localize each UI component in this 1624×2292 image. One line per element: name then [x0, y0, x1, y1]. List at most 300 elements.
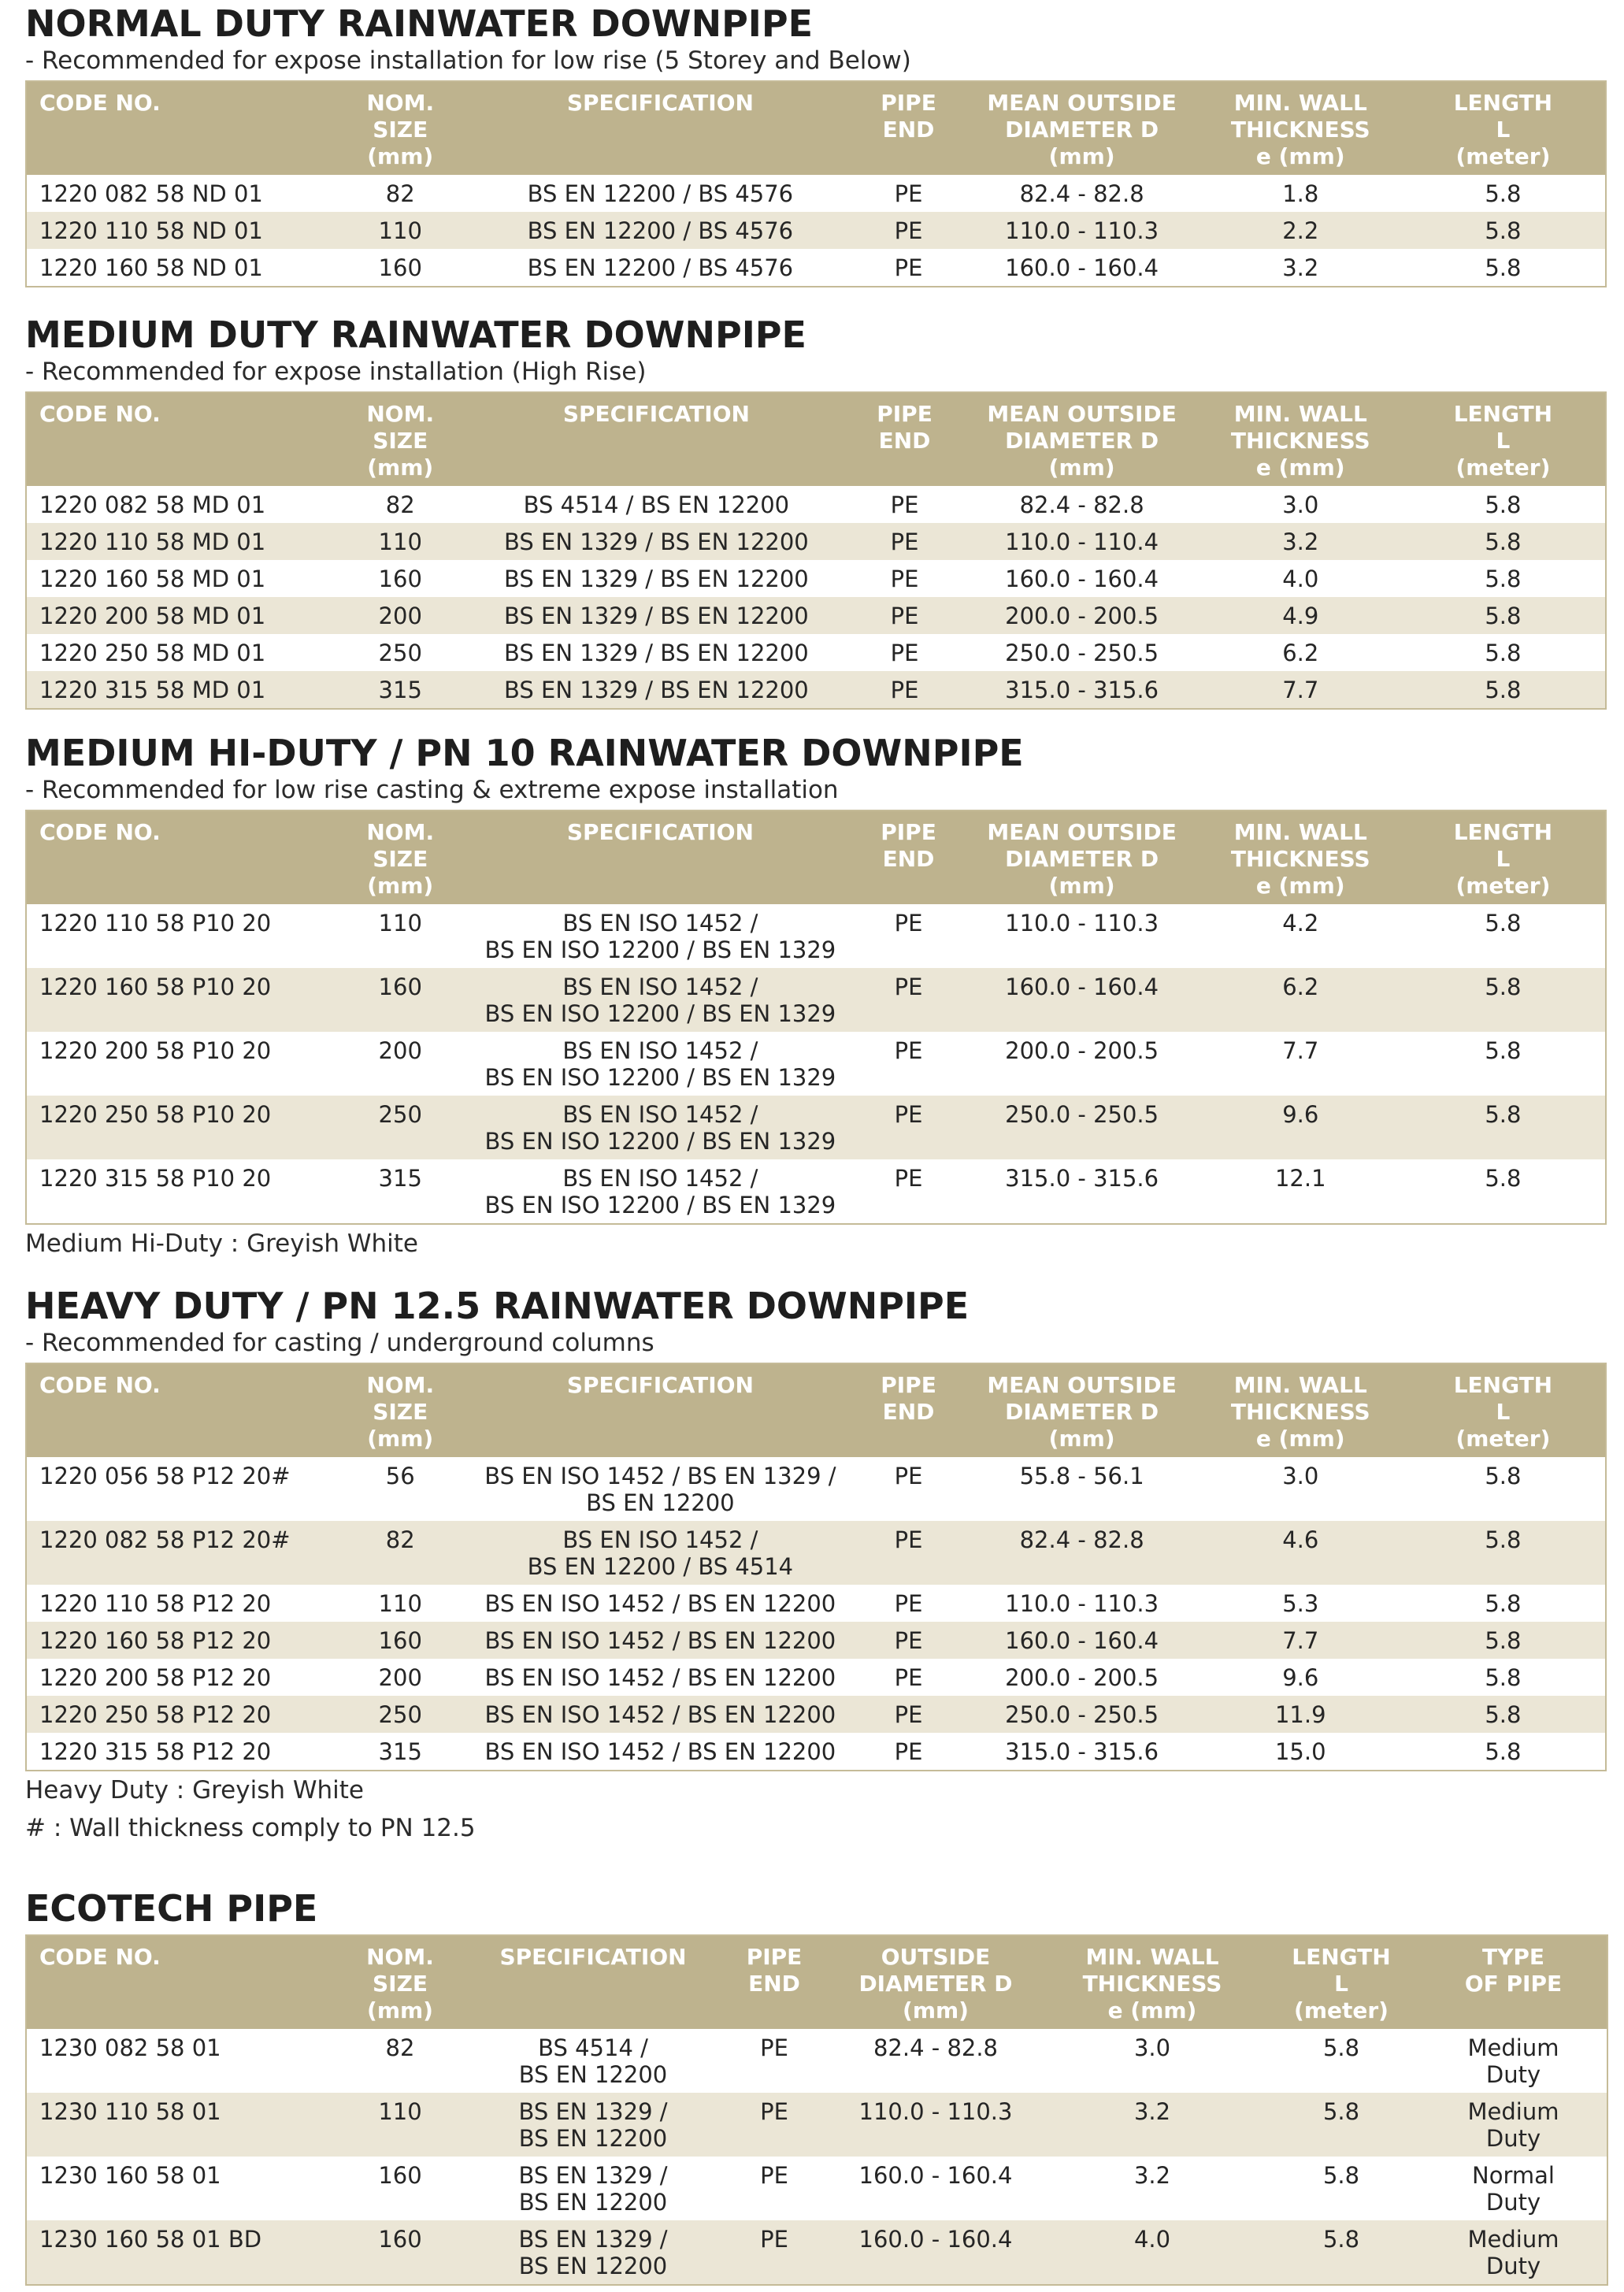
column-header-line: (mm) — [367, 1997, 433, 2023]
table-cell — [1200, 1032, 1401, 1096]
cell-line: Duty — [1485, 2061, 1541, 2088]
table-cell — [1401, 486, 1606, 523]
table-cell — [467, 597, 845, 634]
cell-line: PE — [894, 1701, 923, 1728]
table-row — [26, 1457, 1606, 1521]
table-row — [26, 1032, 1606, 1096]
cell-line: Duty — [1485, 2189, 1541, 2216]
section-2 — [25, 313, 1607, 710]
column-header-line: NOM. — [366, 401, 435, 427]
cell-line: 110 — [378, 910, 422, 936]
table-cell — [1401, 597, 1606, 634]
cell-line: PE — [894, 1664, 923, 1691]
cell-line: PE — [760, 2098, 788, 2125]
table-row — [26, 1521, 1606, 1585]
column-header-line: DIAMETER D — [1005, 428, 1159, 454]
cell-line: 5.8 — [1322, 2098, 1360, 2125]
column-header-line: (meter) — [1455, 873, 1551, 899]
column-header — [1401, 392, 1606, 486]
column-header-line: CODE NO. — [39, 90, 161, 116]
section-1 — [25, 2, 1607, 287]
table-cell — [467, 212, 853, 249]
table-row — [26, 597, 1606, 634]
cell-line: 1220 160 58 P12 20 — [39, 1627, 272, 1654]
table-cell — [854, 1622, 964, 1659]
column-header-line: MEAN OUTSIDE — [987, 819, 1177, 845]
cell-line: 160 — [378, 974, 422, 1000]
cell-line: 82.4 - 82.8 — [1019, 491, 1144, 518]
cell-line: PE — [890, 566, 919, 592]
table-cell — [26, 2157, 333, 2220]
cell-line: 110 — [378, 528, 422, 555]
cell-line: Normal — [1472, 2162, 1555, 2189]
table-row — [26, 2029, 1607, 2093]
cell-line: PE — [890, 491, 919, 518]
table-cell — [854, 212, 964, 249]
table-cell — [333, 1659, 467, 1696]
table-cell — [964, 904, 1200, 968]
section-subtitle: - Recommended for low rise casting & extreme expose installation — [25, 776, 839, 804]
column-header — [1200, 81, 1401, 175]
column-header — [1401, 1363, 1606, 1457]
table-cell — [467, 175, 853, 212]
cell-line: 9.6 — [1282, 1664, 1319, 1691]
table-row — [26, 2093, 1607, 2157]
cell-line: 250.0 - 250.5 — [1005, 1701, 1159, 1728]
table-cell — [333, 904, 467, 968]
cell-line: PE — [760, 2034, 788, 2061]
column-header-line: END — [878, 428, 931, 454]
table-cell — [1420, 2029, 1607, 2093]
section-title: NORMAL DUTY RAINWATER DOWNPIPE — [25, 2, 814, 45]
cell-line: PE — [890, 603, 919, 629]
cell-line: BS EN ISO 12200 / BS EN 1329 — [484, 936, 836, 963]
section-title: MEDIUM HI-DUTY / PN 10 RAINWATER DOWNPIPE — [25, 732, 1024, 774]
cell-line: 4.6 — [1282, 1526, 1319, 1553]
spec-table — [25, 391, 1607, 710]
cell-line: 160.0 - 160.4 — [1005, 974, 1159, 1000]
table-cell — [1401, 671, 1606, 709]
table-cell — [1401, 968, 1606, 1032]
column-header-line: (meter) — [1455, 1426, 1551, 1452]
table-cell — [1200, 634, 1401, 671]
table-cell — [964, 1622, 1200, 1659]
table-cell — [1401, 1159, 1606, 1224]
table-cell — [333, 1585, 467, 1622]
cell-line: BS EN 12200 / BS 4576 — [527, 217, 794, 244]
column-header-line: CODE NO. — [39, 1372, 161, 1398]
table-cell — [467, 904, 853, 968]
table-cell — [333, 2093, 467, 2157]
cell-line: 6.2 — [1282, 974, 1319, 1000]
table-cell — [964, 1159, 1200, 1224]
cell-line: 82 — [385, 491, 415, 518]
table-cell — [26, 249, 333, 287]
table-cell — [26, 1521, 333, 1585]
cell-line: BS EN 1329 / BS EN 12200 — [504, 566, 809, 592]
column-header-line: SPECIFICATION — [566, 819, 754, 845]
section-5 — [25, 1882, 1607, 2286]
table-cell — [1200, 671, 1401, 709]
section-subtitle: - Recommended for expose installation (High Rise) — [25, 358, 647, 386]
column-header-line: DIAMETER D — [1005, 117, 1159, 143]
table-cell — [1200, 904, 1401, 968]
column-header-line: (mm) — [367, 1426, 434, 1452]
table-cell — [26, 1032, 333, 1096]
column-header-line: e (mm) — [1255, 1426, 1345, 1452]
table-row — [26, 1159, 1606, 1224]
table-cell — [1401, 1659, 1606, 1696]
table-cell — [854, 904, 964, 968]
cell-line: BS EN 12200 / BS 4576 — [527, 180, 794, 207]
cell-line: 160.0 - 160.4 — [1005, 254, 1159, 281]
table-cell — [26, 212, 333, 249]
section-title: HEAVY DUTY / PN 12.5 RAINWATER DOWNPIPE — [25, 1285, 970, 1327]
cell-line: 5.8 — [1485, 1526, 1522, 1553]
column-header-line: (mm) — [903, 1997, 969, 2023]
cell-line: 315.0 - 315.6 — [1005, 1165, 1159, 1192]
column-header-line: (mm) — [367, 873, 434, 899]
column-header — [964, 810, 1200, 904]
table-cell — [1200, 1585, 1401, 1622]
table-cell — [333, 212, 467, 249]
cell-line: BS EN 1329 / — [518, 2162, 668, 2189]
table-cell — [1200, 1159, 1401, 1224]
column-header — [829, 1935, 1042, 2029]
table-cell — [26, 1457, 333, 1521]
table-cell — [26, 1659, 333, 1696]
table-note: Heavy Duty : Greyish White — [25, 1776, 365, 1804]
column-header-line: (mm) — [1048, 873, 1115, 899]
cell-line: 200.0 - 200.5 — [1005, 603, 1159, 629]
cell-line: 1230 082 58 01 — [39, 2034, 221, 2061]
table-cell — [854, 1696, 964, 1733]
cell-line: BS EN 1329 / — [518, 2226, 668, 2253]
table-cell — [333, 175, 467, 212]
cell-line: 200.0 - 200.5 — [1005, 1037, 1159, 1064]
table-cell — [26, 1696, 333, 1733]
table-cell — [467, 523, 845, 560]
table-cell — [333, 2220, 467, 2285]
table-cell — [1401, 634, 1606, 671]
cell-line: 110.0 - 110.3 — [1005, 217, 1159, 244]
cell-line: 110.0 - 110.3 — [1005, 910, 1159, 936]
table-cell — [846, 560, 964, 597]
table-header-row — [26, 392, 1606, 486]
table-cell — [26, 1585, 333, 1622]
table-cell — [467, 968, 853, 1032]
cell-line: 7.7 — [1282, 677, 1319, 703]
table-cell — [333, 1159, 467, 1224]
table-cell — [333, 1032, 467, 1096]
column-header-line: e (mm) — [1255, 454, 1345, 480]
cell-line: BS EN 1329 / — [518, 2098, 668, 2125]
column-header — [333, 392, 467, 486]
cell-line: 160.0 - 160.4 — [1005, 1627, 1159, 1654]
table-cell — [964, 1521, 1200, 1585]
table-row — [26, 634, 1606, 671]
cell-line: PE — [894, 217, 923, 244]
table-cell — [1401, 523, 1606, 560]
cell-line: 5.8 — [1485, 254, 1522, 281]
cell-line: 3.0 — [1133, 2034, 1171, 2061]
table-row — [26, 175, 1606, 212]
cell-line: 160.0 - 160.4 — [858, 2226, 1013, 2253]
cell-line: 3.2 — [1282, 528, 1319, 555]
cell-line: 3.2 — [1282, 254, 1319, 281]
table-cell — [964, 560, 1200, 597]
cell-line: 1220 200 58 P10 20 — [39, 1037, 272, 1064]
column-header-line: SPECIFICATION — [566, 1372, 754, 1398]
table-row — [26, 249, 1606, 287]
cell-line: PE — [894, 1627, 923, 1654]
column-header-line: (mm) — [367, 454, 434, 480]
column-header-line: L — [1496, 428, 1511, 454]
column-header — [1262, 1935, 1420, 2029]
table-note: # : Wall thickness comply to PN 12.5 — [25, 1814, 476, 1842]
cell-line: 1220 160 58 ND 01 — [39, 254, 263, 281]
table-cell — [1200, 486, 1401, 523]
table-cell — [1401, 1733, 1606, 1771]
section-title: ECOTECH PIPE — [25, 1887, 318, 1930]
cell-line: BS EN ISO 12200 / BS EN 1329 — [484, 1192, 836, 1218]
table-row — [26, 212, 1606, 249]
table-cell — [467, 560, 845, 597]
column-header-line: DIAMETER D — [1005, 1399, 1159, 1425]
column-header-line: L — [1496, 117, 1511, 143]
cell-line: BS EN 1329 / BS EN 12200 — [504, 603, 809, 629]
spec-table — [25, 1363, 1607, 1771]
cell-line: BS EN ISO 1452 / BS EN 12200 — [484, 1590, 836, 1617]
column-header-line: THICKNESS — [1230, 1399, 1370, 1425]
cell-line: 200 — [378, 603, 422, 629]
table-cell — [467, 2157, 719, 2220]
table-cell — [1042, 2157, 1262, 2220]
cell-line: 315 — [378, 1738, 422, 1765]
cell-line: BS EN ISO 12200 / BS EN 1329 — [484, 1000, 836, 1027]
table-cell — [467, 2220, 719, 2285]
cell-line: BS EN 12200 — [518, 2189, 668, 2216]
table-cell — [26, 1733, 333, 1771]
table-cell — [1200, 1733, 1401, 1771]
table-cell — [854, 1096, 964, 1159]
table-cell — [854, 1159, 964, 1224]
table-cell — [829, 2220, 1042, 2285]
table-cell — [1401, 1696, 1606, 1733]
cell-line: 12.1 — [1274, 1165, 1326, 1192]
section-4 — [25, 1284, 1607, 1847]
cell-line: 5.8 — [1485, 677, 1522, 703]
table-row — [26, 1585, 1606, 1622]
cell-line: 250 — [378, 1701, 422, 1728]
cell-line: PE — [894, 1101, 923, 1128]
cell-line: 160 — [378, 2162, 422, 2189]
cell-line: 5.8 — [1485, 1101, 1522, 1128]
table-header-row — [26, 1363, 1606, 1457]
cell-line: 160 — [378, 254, 422, 281]
table-cell — [26, 2220, 333, 2285]
column-header-line: (meter) — [1455, 454, 1551, 480]
column-header — [467, 1363, 853, 1457]
cell-line: 200.0 - 200.5 — [1005, 1664, 1159, 1691]
column-header-line: SIZE — [373, 117, 428, 143]
column-header-line: MEAN OUTSIDE — [987, 401, 1177, 427]
cell-line: BS EN ISO 1452 / — [562, 1526, 758, 1553]
table-cell — [26, 597, 333, 634]
column-header-line: DIAMETER D — [1005, 846, 1159, 872]
column-header-line: THICKNESS — [1230, 117, 1370, 143]
cell-line: 5.8 — [1485, 1590, 1522, 1617]
cell-line: 5.8 — [1485, 1165, 1522, 1192]
cell-line: 5.3 — [1282, 1590, 1319, 1617]
column-header-line: (mm) — [1048, 143, 1115, 169]
cell-line: 160 — [378, 2226, 422, 2253]
table-cell — [719, 2157, 829, 2220]
column-header — [333, 1363, 467, 1457]
table-cell — [1042, 2220, 1262, 2285]
column-header-line: LENGTH — [1453, 90, 1553, 116]
cell-line: 4.0 — [1282, 566, 1319, 592]
cell-line: 1220 110 58 ND 01 — [39, 217, 263, 244]
table-cell — [467, 671, 845, 709]
column-header — [1200, 392, 1401, 486]
column-header-line: L — [1496, 846, 1511, 872]
table-cell — [467, 249, 853, 287]
section-subtitle: - Recommended for expose installation for low rise (5 Storey and Below) — [25, 46, 911, 75]
cell-line: BS EN 12200 — [518, 2253, 668, 2279]
column-header-line: L — [1334, 1971, 1348, 1997]
cell-line: 5.8 — [1485, 1701, 1522, 1728]
column-header-line: OF PIPE — [1464, 1971, 1563, 1997]
cell-line: BS EN ISO 1452 / — [562, 1165, 758, 1192]
cell-line: BS EN 12200 — [518, 2061, 668, 2088]
column-header — [846, 392, 964, 486]
section-3 — [25, 731, 1607, 1263]
cell-line: 1220 315 58 P12 20 — [39, 1738, 272, 1765]
cell-line: 82.4 - 82.8 — [1019, 180, 1144, 207]
cell-line: 5.8 — [1485, 603, 1522, 629]
column-header-line: e (mm) — [1255, 143, 1345, 169]
cell-line: PE — [890, 528, 919, 555]
table-cell — [26, 486, 333, 523]
column-header — [467, 81, 853, 175]
cell-line: PE — [894, 1463, 923, 1489]
table-cell — [964, 486, 1200, 523]
cell-line: 110.0 - 110.3 — [1005, 1590, 1159, 1617]
column-header-line: CODE NO. — [39, 819, 161, 845]
cell-line: 15.0 — [1274, 1738, 1326, 1765]
column-header-line: (mm) — [1048, 454, 1115, 480]
table-cell — [854, 1032, 964, 1096]
column-header-line: MIN. WALL — [1233, 1372, 1367, 1398]
cell-line: 82.4 - 82.8 — [873, 2034, 999, 2061]
cell-line: 315.0 - 315.6 — [1005, 677, 1159, 703]
table-cell — [719, 2220, 829, 2285]
cell-line: 1220 082 58 MD 01 — [39, 491, 266, 518]
table-cell — [854, 1457, 964, 1521]
table-cell — [1200, 212, 1401, 249]
column-header — [964, 392, 1200, 486]
cell-line: 160 — [378, 1627, 422, 1654]
column-header-line: CODE NO. — [39, 1944, 161, 1970]
table-cell — [854, 1521, 964, 1585]
column-header — [467, 392, 845, 486]
table-cell — [1401, 1032, 1606, 1096]
table-header-row — [26, 810, 1606, 904]
cell-line: 1230 160 58 01 BD — [39, 2226, 262, 2253]
table-cell — [1401, 249, 1606, 287]
cell-line: 3.2 — [1133, 2162, 1171, 2189]
table-cell — [1401, 212, 1606, 249]
cell-line: 1220 250 58 P12 20 — [39, 1701, 272, 1728]
column-header — [26, 810, 333, 904]
table-cell — [333, 634, 467, 671]
cell-line: 82 — [385, 180, 415, 207]
table-cell — [719, 2093, 829, 2157]
cell-line: BS EN ISO 1452 / — [562, 974, 758, 1000]
cell-line: 82 — [385, 2034, 415, 2061]
table-row — [26, 1659, 1606, 1696]
cell-line: PE — [890, 640, 919, 666]
cell-line: BS 4514 / BS EN 12200 — [523, 491, 790, 518]
table-cell — [333, 671, 467, 709]
table-cell — [964, 1096, 1200, 1159]
column-header-line: MEAN OUTSIDE — [987, 90, 1177, 116]
table-cell — [26, 671, 333, 709]
column-header — [1401, 810, 1606, 904]
cell-line: 7.7 — [1282, 1627, 1319, 1654]
table-cell — [333, 486, 467, 523]
column-header-line: DIAMETER D — [858, 1971, 1013, 1997]
column-header — [719, 1935, 829, 2029]
table-cell — [333, 1733, 467, 1771]
cell-line: PE — [894, 180, 923, 207]
cell-line: Medium — [1467, 2226, 1559, 2253]
cell-line: Medium — [1467, 2034, 1559, 2061]
table-cell — [854, 968, 964, 1032]
column-header-line: PIPE — [746, 1944, 803, 1970]
cell-line: 1220 082 58 ND 01 — [39, 180, 263, 207]
table-cell — [467, 1521, 853, 1585]
cell-line: 7.7 — [1282, 1037, 1319, 1064]
cell-line: 4.9 — [1282, 603, 1319, 629]
column-header-line: END — [748, 1971, 800, 1997]
table-cell — [1420, 2157, 1607, 2220]
table-cell — [1200, 597, 1401, 634]
table-cell — [467, 486, 845, 523]
cell-line: 55.8 - 56.1 — [1019, 1463, 1144, 1489]
table-cell — [1401, 1457, 1606, 1521]
table-cell — [964, 1733, 1200, 1771]
column-header-line: LENGTH — [1292, 1944, 1391, 1970]
column-header — [333, 810, 467, 904]
cell-line: BS EN ISO 1452 / BS EN 12200 — [484, 1664, 836, 1691]
cell-line: BS 4514 / — [538, 2034, 648, 2061]
cell-line: 1230 160 58 01 — [39, 2162, 221, 2189]
table-cell — [1200, 1696, 1401, 1733]
column-header-line: MIN. WALL — [1085, 1944, 1219, 1970]
column-header-line: OUTSIDE — [881, 1944, 991, 1970]
section-title: MEDIUM DUTY RAINWATER DOWNPIPE — [25, 313, 806, 356]
column-header-line: PIPE — [881, 819, 936, 845]
column-header-line: LENGTH — [1453, 1372, 1553, 1398]
cell-line: 4.2 — [1282, 910, 1319, 936]
table-cell — [467, 1622, 853, 1659]
column-header-line: SIZE — [372, 1971, 428, 1997]
table-row — [26, 560, 1606, 597]
spec-table — [25, 1934, 1608, 2286]
column-header — [333, 81, 467, 175]
